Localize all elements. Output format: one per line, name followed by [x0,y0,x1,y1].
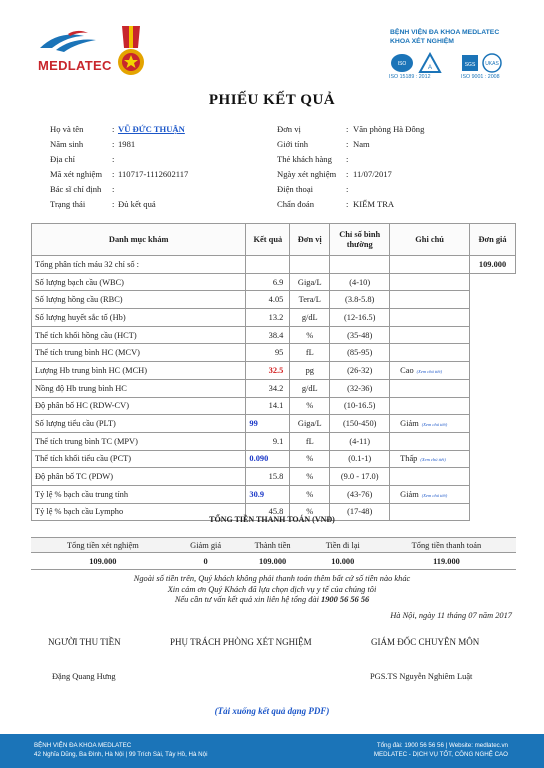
medal-icon [116,26,146,78]
table-row [32,309,516,327]
test-result: 0.090 [246,450,290,468]
card-label: Thẻ khách hàng [277,154,332,164]
lab-head-title: PHỤ TRÁCH PHÒNG XÉT NGHIỆM [170,637,312,647]
test-unit: % [290,397,330,415]
test-unit: % [290,468,330,486]
note-line-3-text: Nếu cần tư vấn kết quả xin liên hệ tổng đài [174,595,322,604]
address-label: Địa chỉ [50,154,76,164]
payment-table [31,537,516,570]
diagnosis-label: Chẩn đoán [277,199,314,209]
table-row [32,291,516,309]
test-range: (12-16.5) [330,309,390,327]
test-note [390,485,470,503]
footer-left [34,741,207,759]
colon: : [346,199,349,209]
test-result: 32.5 [246,362,290,380]
pay-header-discount: Giảm giá [175,538,237,553]
table-row [32,344,516,362]
table-row [32,415,516,433]
test-note [390,450,470,468]
pay-total: 109.000 [31,553,175,570]
svg-text:UKAS: UKAS [485,61,499,67]
test-name: Nồng độ Hb trung bình HC [32,379,246,397]
hotline: 1900 56 56 56 [321,595,370,604]
colon: : [112,154,115,164]
colon: : [346,124,349,134]
table-row [32,379,516,397]
pay-header-subtotal: Thành tiền [237,538,309,553]
test-name: Số lượng huyết sắc tố (Hb) [32,309,246,327]
gender-label: Giới tính [277,139,309,149]
status-value: Đủ kết quả [118,199,156,209]
test-result: 45.8 [246,503,290,521]
diagnosis-value: KIỂM TRA [353,199,395,209]
group-row [32,256,516,274]
certification-badges [390,52,510,74]
test-result: 38.4 [246,326,290,344]
test-unit: g/dL [290,379,330,397]
table-row [32,326,516,344]
colon: : [112,184,115,194]
test-note [390,291,470,309]
status-label: Trạng thái [50,199,86,209]
svg-text:ISO: ISO [397,61,407,67]
test-range: (85-95) [330,344,390,362]
table-row [32,432,516,450]
signing-date: Hà Nội, ngày 11 tháng 07 năm 2017 [390,611,512,620]
test-price [470,450,516,468]
test-range: (4-11) [330,432,390,450]
patient-info-left [50,122,270,212]
receiver-name: Đặng Quang Hưng [52,672,116,681]
patient-info-right [277,122,517,212]
test-unit: % [290,450,330,468]
test-price [470,432,516,450]
test-unit: Giga/L [290,273,330,291]
name-label: Họ và tên [50,124,84,134]
payment-title: TỔNG TIỀN THANH TOÁN (VNĐ) [209,515,335,524]
test-unit: % [290,326,330,344]
patient-name[interactable]: VŨ ĐỨC THUẬN [118,124,185,134]
test-name: Tỷ lệ % bạch cầu trung tính [32,485,246,503]
test-id: 110717-1112602117 [118,169,189,179]
test-price [470,326,516,344]
page-title: PHIẾU KẾT QUẢ [208,92,336,108]
colon: : [112,124,115,134]
test-range: (150-450) [330,415,390,433]
colon: : [112,169,115,179]
test-name: Số lượng hồng cầu (RBC) [32,291,246,309]
test-id-label: Mã xét nghiệm [50,169,103,179]
col-header-range: Chỉ số bình thường [330,224,390,256]
test-name: Độ phân bố TC (PDW) [32,468,246,486]
pay-subtotal: 109.000 [237,553,309,570]
footer-hospital-name: BỆNH VIỆN ĐA KHOA MEDLATEC [34,742,132,749]
test-unit: pg [290,362,330,380]
test-result: 6.9 [246,273,290,291]
test-note [390,273,470,291]
test-range: (32-36) [330,379,390,397]
footer-contact: Tổng đài: 1900 56 56 56 | Website: medlatec.vn [376,742,508,749]
note-text: Thấp [400,454,418,464]
test-note [390,432,470,450]
test-note [390,379,470,397]
hospital-info [390,28,530,46]
table-header-row [32,224,516,256]
footer-slogan: MEDLATEC - DỊCH VỤ TỐT, CÔNG NGHỆ CAO [373,751,508,758]
test-note [390,344,470,362]
test-range: (3.8-5.8) [330,291,390,309]
test-note [390,468,470,486]
footer-address: 42 Nghĩa Dũng, Ba Đình, Hà Nội | 99 Trích Sài, Tây Hồ, Hà Nội [34,751,208,758]
colon: : [112,199,115,209]
test-result: 13.2 [246,309,290,327]
test-result: 15.8 [246,468,290,486]
test-unit: % [290,485,330,503]
logo-text: MEDLATEC [38,58,112,73]
download-pdf-link[interactable]: (Tải xuống kết quả dạng PDF) [214,706,330,716]
test-date: 11/07/2017 [353,169,392,179]
test-result: 30.9 [246,485,290,503]
group-price: 109.000 [470,256,516,274]
colon: : [346,139,349,149]
test-range: (0.1-1) [330,450,390,468]
colon: : [346,169,349,179]
director-name: PGS.TS Nguyễn Nghiêm Luật [370,672,473,681]
test-range: (26-32) [330,362,390,380]
director-title: GIÁM ĐỐC CHUYÊN MÔN [371,637,480,647]
col-header-note: Ghi chú [390,224,470,256]
test-result: 4.05 [246,291,290,309]
test-result: 99 [246,415,290,433]
test-note [390,397,470,415]
test-note [390,362,470,380]
iso-15189-label: ISO 15189 : 2012 [389,74,431,80]
doctor-label: Bác sĩ chỉ định [50,184,102,194]
test-name: Số lượng bạch cầu (WBC) [32,273,246,291]
note-text: Giảm [400,489,419,499]
test-price [470,344,516,362]
pay-grand-total: 119.000 [377,553,516,570]
table-row [32,468,516,486]
test-unit: g/dL [290,309,330,327]
test-unit: % [290,503,330,521]
test-name: Độ phân bố HC (RDW-CV) [32,397,246,415]
payment-values-row [31,553,516,570]
colon: : [346,184,349,194]
test-result: 95 [246,344,290,362]
test-price [470,379,516,397]
test-range: (9.0 - 17.0) [330,468,390,486]
note-line-1: Ngoài số tiền trên, Quý khách không phải thanh toán thêm bất cứ số tiền nào khác [133,574,411,583]
note-text: Cao [400,365,414,375]
pay-header-travel: Tiền đi lại [309,538,377,553]
note-detail-link[interactable]: (Xem chú tiết) [421,422,448,428]
test-price [470,397,516,415]
pay-header-total: Tổng tiền xét nghiệm [31,538,175,553]
iso-9001-label: ISO 9001 : 2008 [461,74,500,80]
test-price [470,362,516,380]
test-date-label: Ngày xét nghiệm [277,169,337,179]
table-row [32,450,516,468]
pay-discount: 0 [175,553,237,570]
test-name: Số lượng tiểu cầu (PLT) [32,415,246,433]
test-note [390,415,470,433]
table-row [32,362,516,380]
medlatec-logo [38,26,112,76]
table-row [32,485,516,503]
test-name: Thể tích khối tiểu cầu (PCT) [32,450,246,468]
note-detail-link[interactable]: (Xem chú tiết) [420,457,446,463]
gender-value: Nam [353,139,370,149]
footer-bar [0,734,544,768]
test-range: (10-16.5) [330,397,390,415]
col-header-price: Đơn giá [470,224,516,256]
test-name: Thể tích trung bình HC (MCV) [32,344,246,362]
test-unit: fL [290,432,330,450]
test-result: 34.2 [246,379,290,397]
note-text: Giảm [400,419,419,429]
test-range: (43-76) [330,485,390,503]
test-unit: Tera/L [290,291,330,309]
test-result: 9.1 [246,432,290,450]
phone-label: Điện thoại [277,184,314,194]
birth-label: Năm sinh [50,139,84,149]
test-name: Lượng Hb trung bình HC (MCH) [32,362,246,380]
col-header-item: Danh mục khám [32,224,246,256]
test-note [390,326,470,344]
table-row [32,273,516,291]
col-header-result: Kết quả [246,224,290,256]
test-note [390,309,470,327]
test-price [470,485,516,503]
test-price [470,468,516,486]
test-unit: fL [290,344,330,362]
test-name: Tỷ lệ % bạch cầu Lympho [32,503,246,521]
test-price [470,309,516,327]
test-result: 14.1 [246,397,290,415]
test-name: Thể tích khối hồng cầu (HCT) [32,326,246,344]
pay-header-grand-total: Tổng tiền thanh toán [377,538,516,553]
birth-year: 1981 [118,139,136,149]
note-line-3 [0,595,544,606]
results-table [31,223,516,521]
payment-notes [0,574,544,606]
note-detail-link[interactable]: (Xem chú tiết) [416,368,443,374]
payment-header-row [31,538,516,553]
svg-text:SGS: SGS [464,62,476,68]
group-label: Tổng phân tích máu 32 chỉ số : [32,256,246,274]
test-unit: Giga/L [290,415,330,433]
col-header-unit: Đơn vị [290,224,330,256]
test-price [470,415,516,433]
test-range: (4-10) [330,273,390,291]
hospital-name: BỆNH VIỆN ĐA KHOA MEDLATEC [390,29,500,36]
table-row [32,397,516,415]
pay-travel: 10.000 [309,553,377,570]
footer-right [374,741,508,759]
test-price [470,291,516,309]
test-price [470,273,516,291]
lab-name: KHOA XÉT NGHIỆM [390,38,454,45]
test-name: Thể tích trung bình TC (MPV) [32,432,246,450]
colon: : [112,139,115,149]
unit-label: Đơn vị [277,124,301,134]
note-line-2: Xin cảm ơn Quý Khách đã lựa chọn dịch vụ y tế của chúng tôi [167,584,377,594]
note-detail-link[interactable]: (Xem chú tiết) [421,492,448,498]
colon: : [346,154,349,164]
svg-text:A: A [427,65,433,71]
bird-logo-icon [38,26,100,58]
test-range: (35-48) [330,326,390,344]
unit-value: Văn phòng Hà Đông [353,124,425,134]
receiver-title: NGƯỜI THU TIỀN [48,637,121,647]
test-range: (17-48) [330,503,390,521]
